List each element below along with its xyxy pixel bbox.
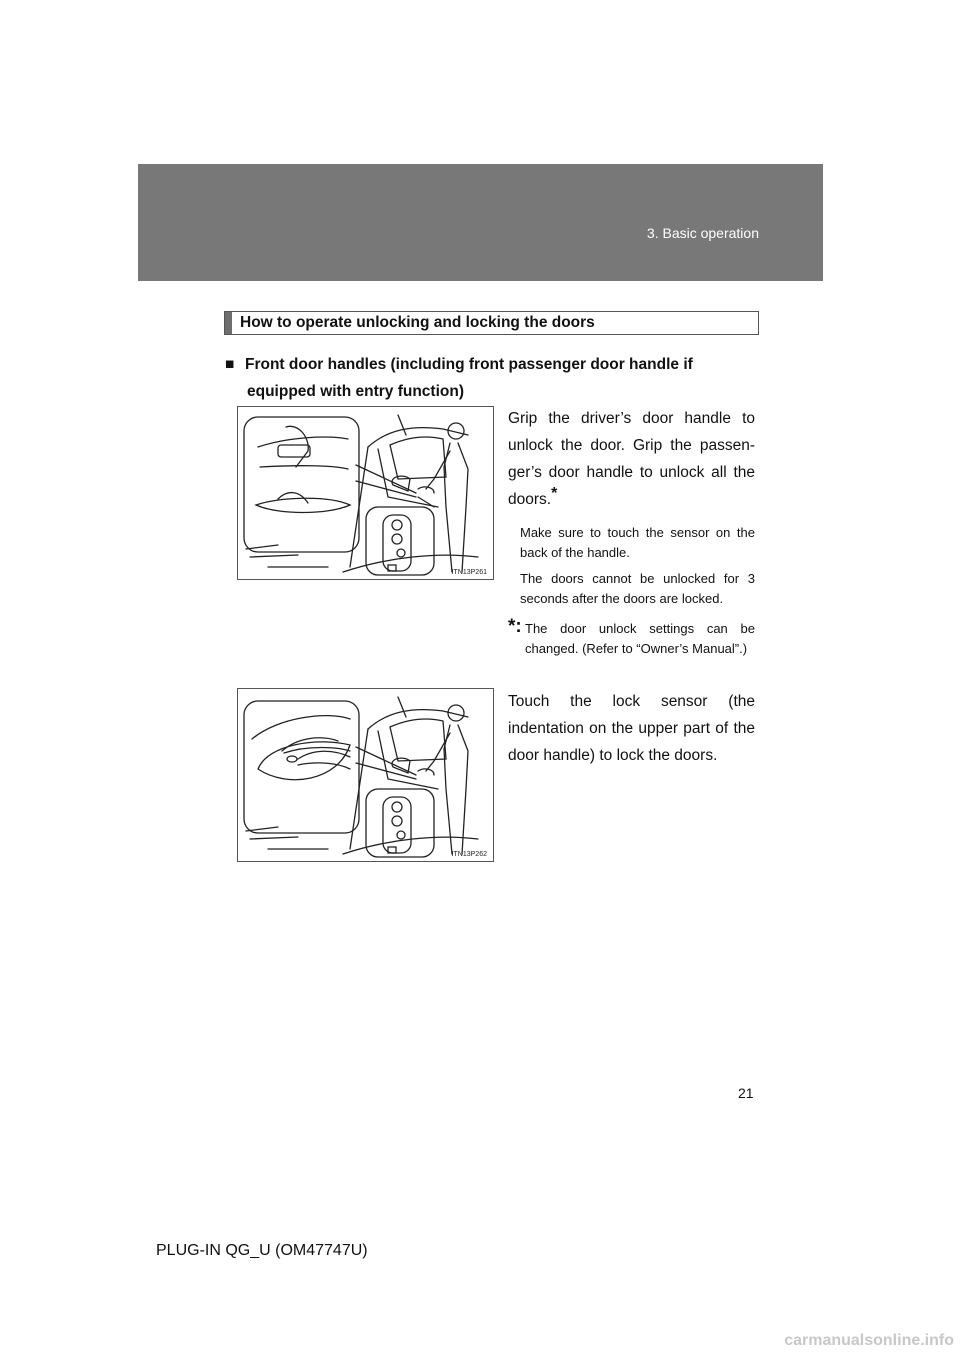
step1-text-content: Grip the driver’s door handle to unlock the door. Grip the passen-ger’s door handle to unlock all the doors. <box>508 410 755 508</box>
step1-note-2: The doors cannot be unlocked for 3 seconds after the doors are locked. <box>520 571 755 606</box>
figure-code: ITN13P261 <box>451 569 487 576</box>
heading-bar <box>225 312 232 334</box>
header-band <box>138 164 823 281</box>
heading-text: How to operate unlocking and locking the doors <box>240 314 595 331</box>
step1-text <box>508 405 755 513</box>
square-bullet-icon: ■ <box>225 356 235 373</box>
illustration-unlock <box>237 406 494 580</box>
footnote-marker: *: <box>508 616 522 637</box>
illustration-lock <box>237 688 494 862</box>
section-heading <box>224 311 759 335</box>
step1-column <box>508 405 755 659</box>
lock-illustration-icon <box>238 689 493 861</box>
section-name: 3. Basic operation <box>646 225 759 241</box>
subheading-line2: equipped with entry function) <box>247 383 464 400</box>
unlock-illustration-icon <box>238 407 493 579</box>
step2-text: Touch the lock sensor (the indentation on the upper part of the door handle) to lock the doors. <box>508 693 755 764</box>
subheading <box>225 351 760 405</box>
subheading-line1: Front door handles (including front passenger door handle if <box>245 356 693 373</box>
manual-code: PLUG-IN QG_U (OM47747U) <box>156 1242 368 1259</box>
footnote-text: The door unlock settings can be changed. (Refer to “Owner’s Manual”.) <box>525 621 755 656</box>
watermark: carmanualsonline.info <box>784 1332 954 1349</box>
step2-column <box>508 688 755 769</box>
step1-footnote <box>508 616 755 659</box>
step1-note-1: Make sure to touch the sensor on the back of the handle. <box>520 525 755 560</box>
asterisk-marker: * <box>551 484 558 502</box>
page-number: 21 <box>738 1085 754 1101</box>
figure-code: ITN13P262 <box>451 851 487 858</box>
